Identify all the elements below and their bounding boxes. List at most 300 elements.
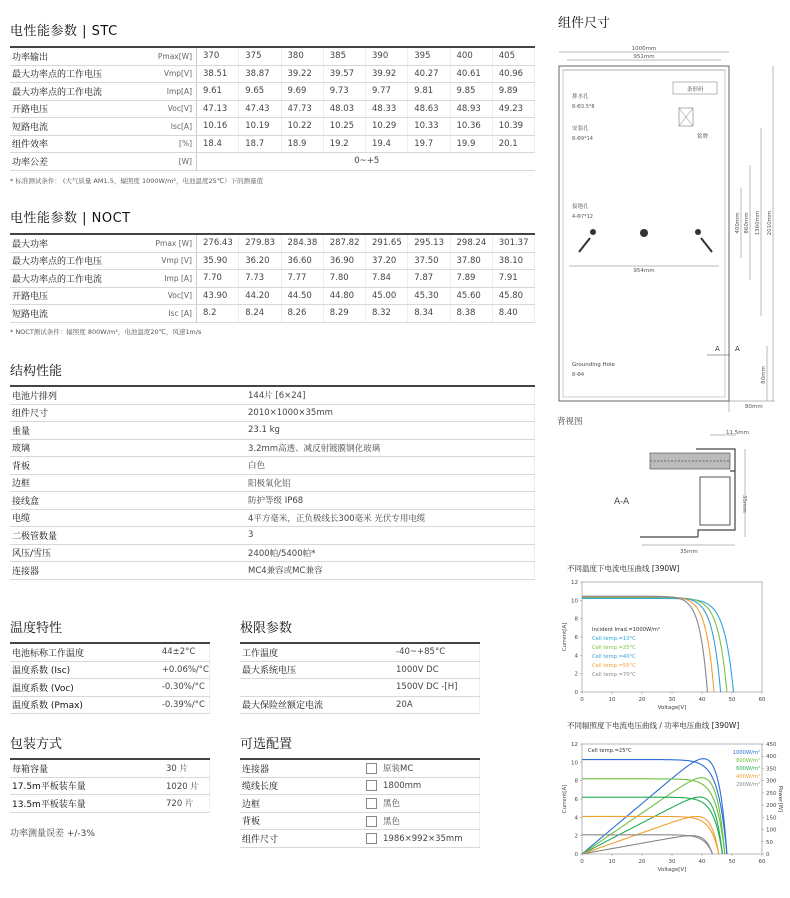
table-row [10, 474, 535, 492]
row-label: 组件尺寸 [10, 404, 242, 422]
y2-tick-label: 300 [766, 778, 777, 785]
value-cell: 49.23 [492, 100, 534, 118]
value-cell: 47.13 [197, 100, 239, 118]
table-row [10, 270, 535, 288]
grounding-hole-spec: 8-Φ4 [572, 372, 585, 378]
section-a-right: A [735, 345, 740, 353]
packaging-note: 功率测量误差 +/-3% [10, 829, 95, 839]
value-cell: 7.73 [239, 270, 281, 288]
table-row [10, 47, 535, 65]
ground-label: 接地孔 [572, 204, 589, 210]
value-cell: 38.51 [197, 65, 239, 83]
value-cell: 9.81 [408, 83, 450, 101]
dim-954: 954mm [633, 268, 655, 274]
value-cell: 291.65 [366, 234, 408, 252]
y-tick-label: 2 [574, 671, 578, 678]
table-row [240, 812, 480, 830]
row-label: 最大保险丝额定电流 [240, 696, 390, 714]
table-row [10, 661, 210, 679]
value-cell: 阳极氧化铝 [242, 474, 535, 492]
x-tick-label: 40 [698, 697, 706, 703]
value-cell: 19.4 [366, 135, 408, 153]
row-label: 短路电流 [10, 118, 142, 136]
table-row [10, 492, 535, 510]
legend-title: Incident Irrad.=1000W/m² [592, 627, 660, 633]
value-cell: 1020 片 [160, 777, 210, 795]
table-row [10, 287, 535, 305]
value-cell [360, 759, 480, 777]
row-label: 开路电压 [10, 100, 142, 118]
value-cell: 10.22 [281, 118, 323, 136]
value-cell: 375 [239, 47, 281, 65]
option-checkbox[interactable] [366, 780, 377, 791]
x-axis-label: Voltage[V] [657, 867, 687, 872]
value-cell: 40.61 [450, 65, 492, 83]
table-row [10, 118, 535, 136]
value-cell [360, 812, 480, 830]
value-cell: 48.93 [450, 100, 492, 118]
value-cell: 10.39 [492, 118, 534, 136]
row-label: 最大功率点的工作电流 [10, 270, 142, 288]
value-cell: 19.9 [450, 135, 492, 153]
limits-table [240, 642, 480, 714]
table-row [10, 795, 210, 813]
value-cell: 9.65 [239, 83, 281, 101]
legend-entry: 400W/m² [736, 774, 760, 780]
table-row [240, 830, 480, 848]
value-cell: 39.57 [323, 65, 365, 83]
table-row [10, 305, 535, 323]
mount-spec: 8-Φ9*14 [572, 136, 593, 142]
value-cell: -40~+85°C [390, 643, 480, 661]
barcode-label: 条形码 [687, 87, 704, 93]
chart-irr [558, 732, 783, 872]
table-row [240, 777, 480, 795]
junction-box-center [640, 229, 648, 237]
value-cell: 44±2°C [156, 643, 210, 661]
value-cell: 295.13 [408, 234, 450, 252]
table-row [10, 562, 535, 580]
table-row [10, 386, 535, 404]
chart-irr-title: 不同辐照度下电流电压曲线 / 功率电压曲线 [390W] [567, 721, 740, 730]
dim-35-vertical: 35mm [741, 495, 747, 513]
value-cell: 8.29 [323, 305, 365, 323]
dim-860: 860mm [744, 212, 750, 234]
noct-note: * NOCT测试条件：辐照度 800W/m²，电池温度20℃，风速1m/s [10, 328, 202, 336]
value-cell: 37.80 [450, 252, 492, 270]
value-cell: 48.63 [408, 100, 450, 118]
value-cell: 287.82 [323, 234, 365, 252]
y2-tick-label: 0 [766, 852, 770, 858]
value-cell: 37.50 [408, 252, 450, 270]
value-cell: 35.90 [197, 252, 239, 270]
stc-table [10, 46, 535, 171]
value-cell [360, 777, 480, 795]
row-label: 接线盒 [10, 492, 242, 510]
stc-note: * 标准测试条件： (大气质量 AM1.5，辐照度 1000W/m²，电池温度25℃）下的测量值 [10, 177, 264, 185]
value-cell: 18.9 [281, 135, 323, 153]
value-cell: 39.92 [366, 65, 408, 83]
row-label: 背板 [10, 457, 242, 475]
option-value: 黑色 [383, 799, 401, 810]
value-cell: 9.61 [197, 83, 239, 101]
value-cell: 385 [323, 47, 365, 65]
row-label: 每箱容量 [10, 759, 160, 777]
value-cell: 48.03 [323, 100, 365, 118]
value-cell: 23.1 kg [242, 422, 535, 440]
chart-temp-title: 不同温度下电流电压曲线 [390W] [567, 564, 680, 573]
value-cell: 39.22 [281, 65, 323, 83]
table-row [10, 252, 535, 270]
value-cell: 8.38 [450, 305, 492, 323]
row-label: 连接器 [240, 759, 360, 777]
value-cell: 2400帕/5400帕* [242, 544, 535, 562]
row-label: 玻璃 [10, 439, 242, 457]
row-label: 组件效率 [10, 135, 142, 153]
y2-tick-label: 350 [766, 766, 777, 773]
value-cell: 7.77 [281, 270, 323, 288]
y-tick-label: 6 [574, 635, 578, 641]
row-unit: Imp[A] [142, 83, 197, 101]
value-cell: 45.60 [450, 287, 492, 305]
optional-title: 可选配置 [240, 737, 293, 752]
packaging-table [10, 758, 210, 813]
value-cell: 36.20 [239, 252, 281, 270]
value-cell: 20A [390, 696, 480, 714]
row-label: 二极管数量 [10, 527, 242, 545]
x-tick-label: 40 [698, 859, 706, 865]
option-value: 1986×992×35mm [383, 833, 463, 844]
value-cell: 45.00 [366, 287, 408, 305]
value-cell: 37.20 [366, 252, 408, 270]
row-label: 温度系数 (Voc) [10, 679, 156, 697]
x-tick-label: 30 [668, 859, 676, 865]
option-checkbox[interactable] [366, 798, 377, 809]
value-cell: 720 片 [160, 795, 210, 813]
x-tick-label: 10 [608, 697, 616, 703]
value-cell: 8.32 [366, 305, 408, 323]
row-unit: Isc [A] [142, 305, 197, 323]
row-unit: Pmax [W] [142, 234, 197, 252]
structure-table [10, 385, 535, 580]
value-cell: 44.20 [239, 287, 281, 305]
y-tick-label: 0 [574, 852, 578, 858]
value-cell: 40.96 [492, 65, 534, 83]
value-cell: 9.89 [492, 83, 534, 101]
value-cell: 8.26 [281, 305, 323, 323]
value-cell: 38.10 [492, 252, 534, 270]
value-cell: 18.4 [197, 135, 239, 153]
y-tick-label: 12 [571, 580, 578, 586]
section-a-left: A [715, 345, 720, 353]
value-cell: 298.24 [450, 234, 492, 252]
y-axis-label: Current[A] [562, 784, 568, 814]
option-checkbox[interactable] [366, 763, 377, 774]
table-row [10, 759, 210, 777]
packaging-title: 包装方式 [10, 737, 63, 752]
row-label: 最大功率点的工作电流 [10, 83, 142, 101]
table-row [10, 544, 535, 562]
x-tick-label: 50 [728, 859, 736, 865]
value-cell: 43.90 [197, 287, 239, 305]
x-tick-label: 50 [728, 697, 736, 703]
option-checkbox[interactable] [366, 833, 377, 844]
value-cell: 45.80 [492, 287, 534, 305]
dim-951: 951mm [633, 54, 655, 60]
legend-entry: Cell temp.=40°C [592, 654, 636, 660]
row-unit: Pmax[W] [142, 47, 197, 65]
table-row [10, 234, 535, 252]
value-cell: 1500V DC -[H] [390, 679, 480, 697]
drawing-title: 组件尺寸 [558, 16, 611, 31]
row-label: 功率公差 [10, 153, 142, 171]
value-cell: 4平方毫米，正负极线长300毫米 光伏专用电缆 [242, 509, 535, 527]
option-value: 原装MC [383, 764, 414, 775]
table-row [240, 661, 480, 679]
value-cell: 284.38 [281, 234, 323, 252]
row-label: 最大系统电压 [240, 661, 390, 679]
y-tick-label: 8 [574, 616, 578, 623]
table-row [10, 404, 535, 422]
value-cell: 10.29 [366, 118, 408, 136]
value-cell: 276.43 [197, 234, 239, 252]
drain-label: 排水孔 [572, 94, 589, 100]
row-label: 边框 [240, 795, 360, 813]
row-label: 电池标称工作温度 [10, 643, 156, 661]
chart-temp [558, 574, 773, 714]
option-value: 1800mm [383, 781, 422, 792]
noct-table [10, 233, 535, 323]
dim-2010: 2010mm [767, 210, 773, 236]
row-label: 背板 [240, 812, 360, 830]
power-series-line [582, 836, 713, 854]
y2-tick-label: 100 [766, 827, 777, 834]
table-row [10, 135, 535, 153]
y2-tick-label: 50 [766, 839, 773, 846]
structure-title: 结构性能 [10, 364, 63, 379]
mount-label: 安装孔 [572, 126, 589, 132]
value-cell: 2010×1000×35mm [242, 404, 535, 422]
noct-title: 电性能参数 | NOCT [10, 211, 131, 226]
row-label: 13.5m平板装车量 [10, 795, 160, 813]
y2-axis-label: Power[W] [777, 785, 783, 813]
value-cell: -0.39%/°C [156, 696, 210, 714]
row-unit: [W] [142, 153, 197, 171]
value-cell: 19.2 [323, 135, 365, 153]
stc-title: 电性能参数 | STC [10, 24, 118, 39]
nameplate-label: 铭牌 [697, 134, 709, 140]
row-label: 最大功率点的工作电压 [10, 65, 142, 83]
value-cell: 7.84 [366, 270, 408, 288]
legend-entry: 1000W/m² [732, 750, 760, 756]
value-cell [360, 795, 480, 813]
row-label [240, 679, 390, 697]
x-tick-label: 10 [608, 859, 616, 865]
row-unit: Vmp [V] [142, 252, 197, 270]
row-unit: Imp [A] [142, 270, 197, 288]
x-axis-label: Voltage[V] [657, 705, 687, 711]
x-tick-label: 20 [638, 859, 646, 865]
row-label: 17.5m平板装车量 [10, 777, 160, 795]
table-row [240, 759, 480, 777]
optional-table [240, 758, 480, 848]
value-cell: 0~+5 [197, 153, 535, 171]
table-row [10, 65, 535, 83]
option-checkbox[interactable] [366, 816, 377, 827]
value-cell: 白色 [242, 457, 535, 475]
value-cell: 395 [408, 47, 450, 65]
value-cell: 380 [281, 47, 323, 65]
value-cell: 8.24 [239, 305, 281, 323]
x-tick-label: 0 [580, 697, 584, 703]
junction-box-left [579, 229, 596, 252]
row-label: 最大功率点的工作电压 [10, 252, 142, 270]
back-view-label: 背视图 [557, 417, 583, 427]
section-aa-label: A-A [614, 497, 630, 507]
value-cell: 40.27 [408, 65, 450, 83]
legend-entry: Cell temp.=10°C [592, 636, 636, 642]
value-cell: 9.73 [323, 83, 365, 101]
value-cell: 10.25 [323, 118, 365, 136]
y-tick-label: 12 [571, 742, 578, 748]
dim-80-vertical: 80mm [761, 366, 767, 384]
value-cell: 防护等级 IP68 [242, 492, 535, 510]
row-label: 温度系数 (Pmax) [10, 696, 156, 714]
table-row [10, 83, 535, 101]
row-label: 风压/雪压 [10, 544, 242, 562]
value-cell: 9.85 [450, 83, 492, 101]
y-axis-label: Current[A] [562, 622, 568, 652]
value-cell: 30 片 [160, 759, 210, 777]
y-tick-label: 4 [574, 815, 578, 822]
table-row [10, 100, 535, 118]
grounding-hole-label: Grounding Hole [572, 362, 615, 368]
temperature-table [10, 642, 210, 714]
x-tick-label: 60 [758, 859, 766, 865]
value-cell: 400 [450, 47, 492, 65]
y-tick-label: 10 [571, 598, 578, 605]
value-cell: 7.91 [492, 270, 534, 288]
table-row [10, 679, 210, 697]
value-cell: 7.89 [450, 270, 492, 288]
row-unit: Voc[V] [142, 100, 197, 118]
row-label: 连接器 [10, 562, 242, 580]
value-cell: 10.19 [239, 118, 281, 136]
value-cell: 8.2 [197, 305, 239, 323]
ground-spec: 4-Φ7*12 [572, 214, 593, 220]
row-unit: Vmp[V] [142, 65, 197, 83]
value-cell: 405 [492, 47, 534, 65]
value-cell: 370 [197, 47, 239, 65]
table-row [10, 696, 210, 714]
value-cell: 38.87 [239, 65, 281, 83]
y-tick-label: 0 [574, 690, 578, 696]
value-cell: 3.2mm高透、减反射镀膜钢化玻璃 [242, 439, 535, 457]
y2-tick-label: 250 [766, 790, 777, 797]
table-row [10, 439, 535, 457]
value-cell: -0.30%/°C [156, 679, 210, 697]
value-cell: 144片 [6×24] [242, 386, 535, 404]
value-cell: 8.34 [408, 305, 450, 323]
y2-tick-label: 450 [766, 742, 777, 748]
legend-entry: Cell temp.=70°C [592, 672, 636, 678]
y2-tick-label: 400 [766, 754, 777, 761]
table-row [10, 422, 535, 440]
option-value: 黑色 [383, 816, 401, 827]
row-unit: Isc[A] [142, 118, 197, 136]
value-cell: MC4兼容或MC兼容 [242, 562, 535, 580]
y2-tick-label: 150 [766, 815, 777, 822]
value-cell: +0.06%/°C [156, 661, 210, 679]
value-cell [360, 830, 480, 848]
value-cell: 36.90 [323, 252, 365, 270]
row-label: 缆线长度 [240, 777, 360, 795]
value-cell: 10.16 [197, 118, 239, 136]
table-row [10, 509, 535, 527]
value-cell: 7.87 [408, 270, 450, 288]
value-cell: 390 [366, 47, 408, 65]
dim-1000: 1000mm [631, 46, 657, 52]
table-row [240, 679, 480, 697]
value-cell: 279.83 [239, 234, 281, 252]
value-cell: 8.40 [492, 305, 534, 323]
dim-11-5: 11.5mm [726, 430, 749, 436]
table-row [10, 777, 210, 795]
legend-entry: 600W/m² [736, 766, 760, 772]
row-label: 电池片排列 [10, 386, 242, 404]
table-row [240, 643, 480, 661]
x-tick-label: 30 [668, 697, 676, 703]
row-label: 组件尺寸 [240, 830, 360, 848]
x-tick-label: 0 [580, 859, 584, 865]
y2-tick-label: 200 [766, 803, 777, 810]
dim-1360: 1360mm [755, 210, 761, 236]
legend-entry: Cell temp.=25°C [592, 645, 636, 651]
y-tick-label: 6 [574, 797, 578, 803]
dim-80-horizontal: 80mm [745, 404, 763, 410]
row-label: 电缆 [10, 509, 242, 527]
y-tick-label: 8 [574, 778, 578, 785]
drain-spec: 8-Φ3.5*8 [572, 104, 595, 110]
y-tick-label: 4 [574, 653, 578, 660]
row-label: 最大功率 [10, 234, 142, 252]
row-label: 功率输出 [10, 47, 142, 65]
table-row [10, 643, 210, 661]
value-cell: 7.70 [197, 270, 239, 288]
value-cell: 18.7 [239, 135, 281, 153]
legend-entry: Cell temp.=55°C [592, 663, 636, 669]
table-row [10, 457, 535, 475]
value-cell: 3 [242, 527, 535, 545]
value-cell: 47.73 [281, 100, 323, 118]
junction-box-right [695, 229, 712, 252]
table-row [10, 527, 535, 545]
row-label: 工作温度 [240, 643, 390, 661]
row-label: 重量 [10, 422, 242, 440]
x-tick-label: 20 [638, 697, 646, 703]
dim-400: 400mm [735, 212, 741, 234]
y-tick-label: 10 [571, 760, 578, 767]
value-cell: 44.50 [281, 287, 323, 305]
legend-entry: 800W/m² [736, 758, 760, 764]
x-tick-label: 60 [758, 697, 766, 703]
value-cell: 48.33 [366, 100, 408, 118]
value-cell: 10.36 [450, 118, 492, 136]
row-label: 温度系数 (Isc) [10, 661, 156, 679]
value-cell: 44.80 [323, 287, 365, 305]
table-row [240, 795, 480, 813]
section-drawing [640, 425, 780, 560]
